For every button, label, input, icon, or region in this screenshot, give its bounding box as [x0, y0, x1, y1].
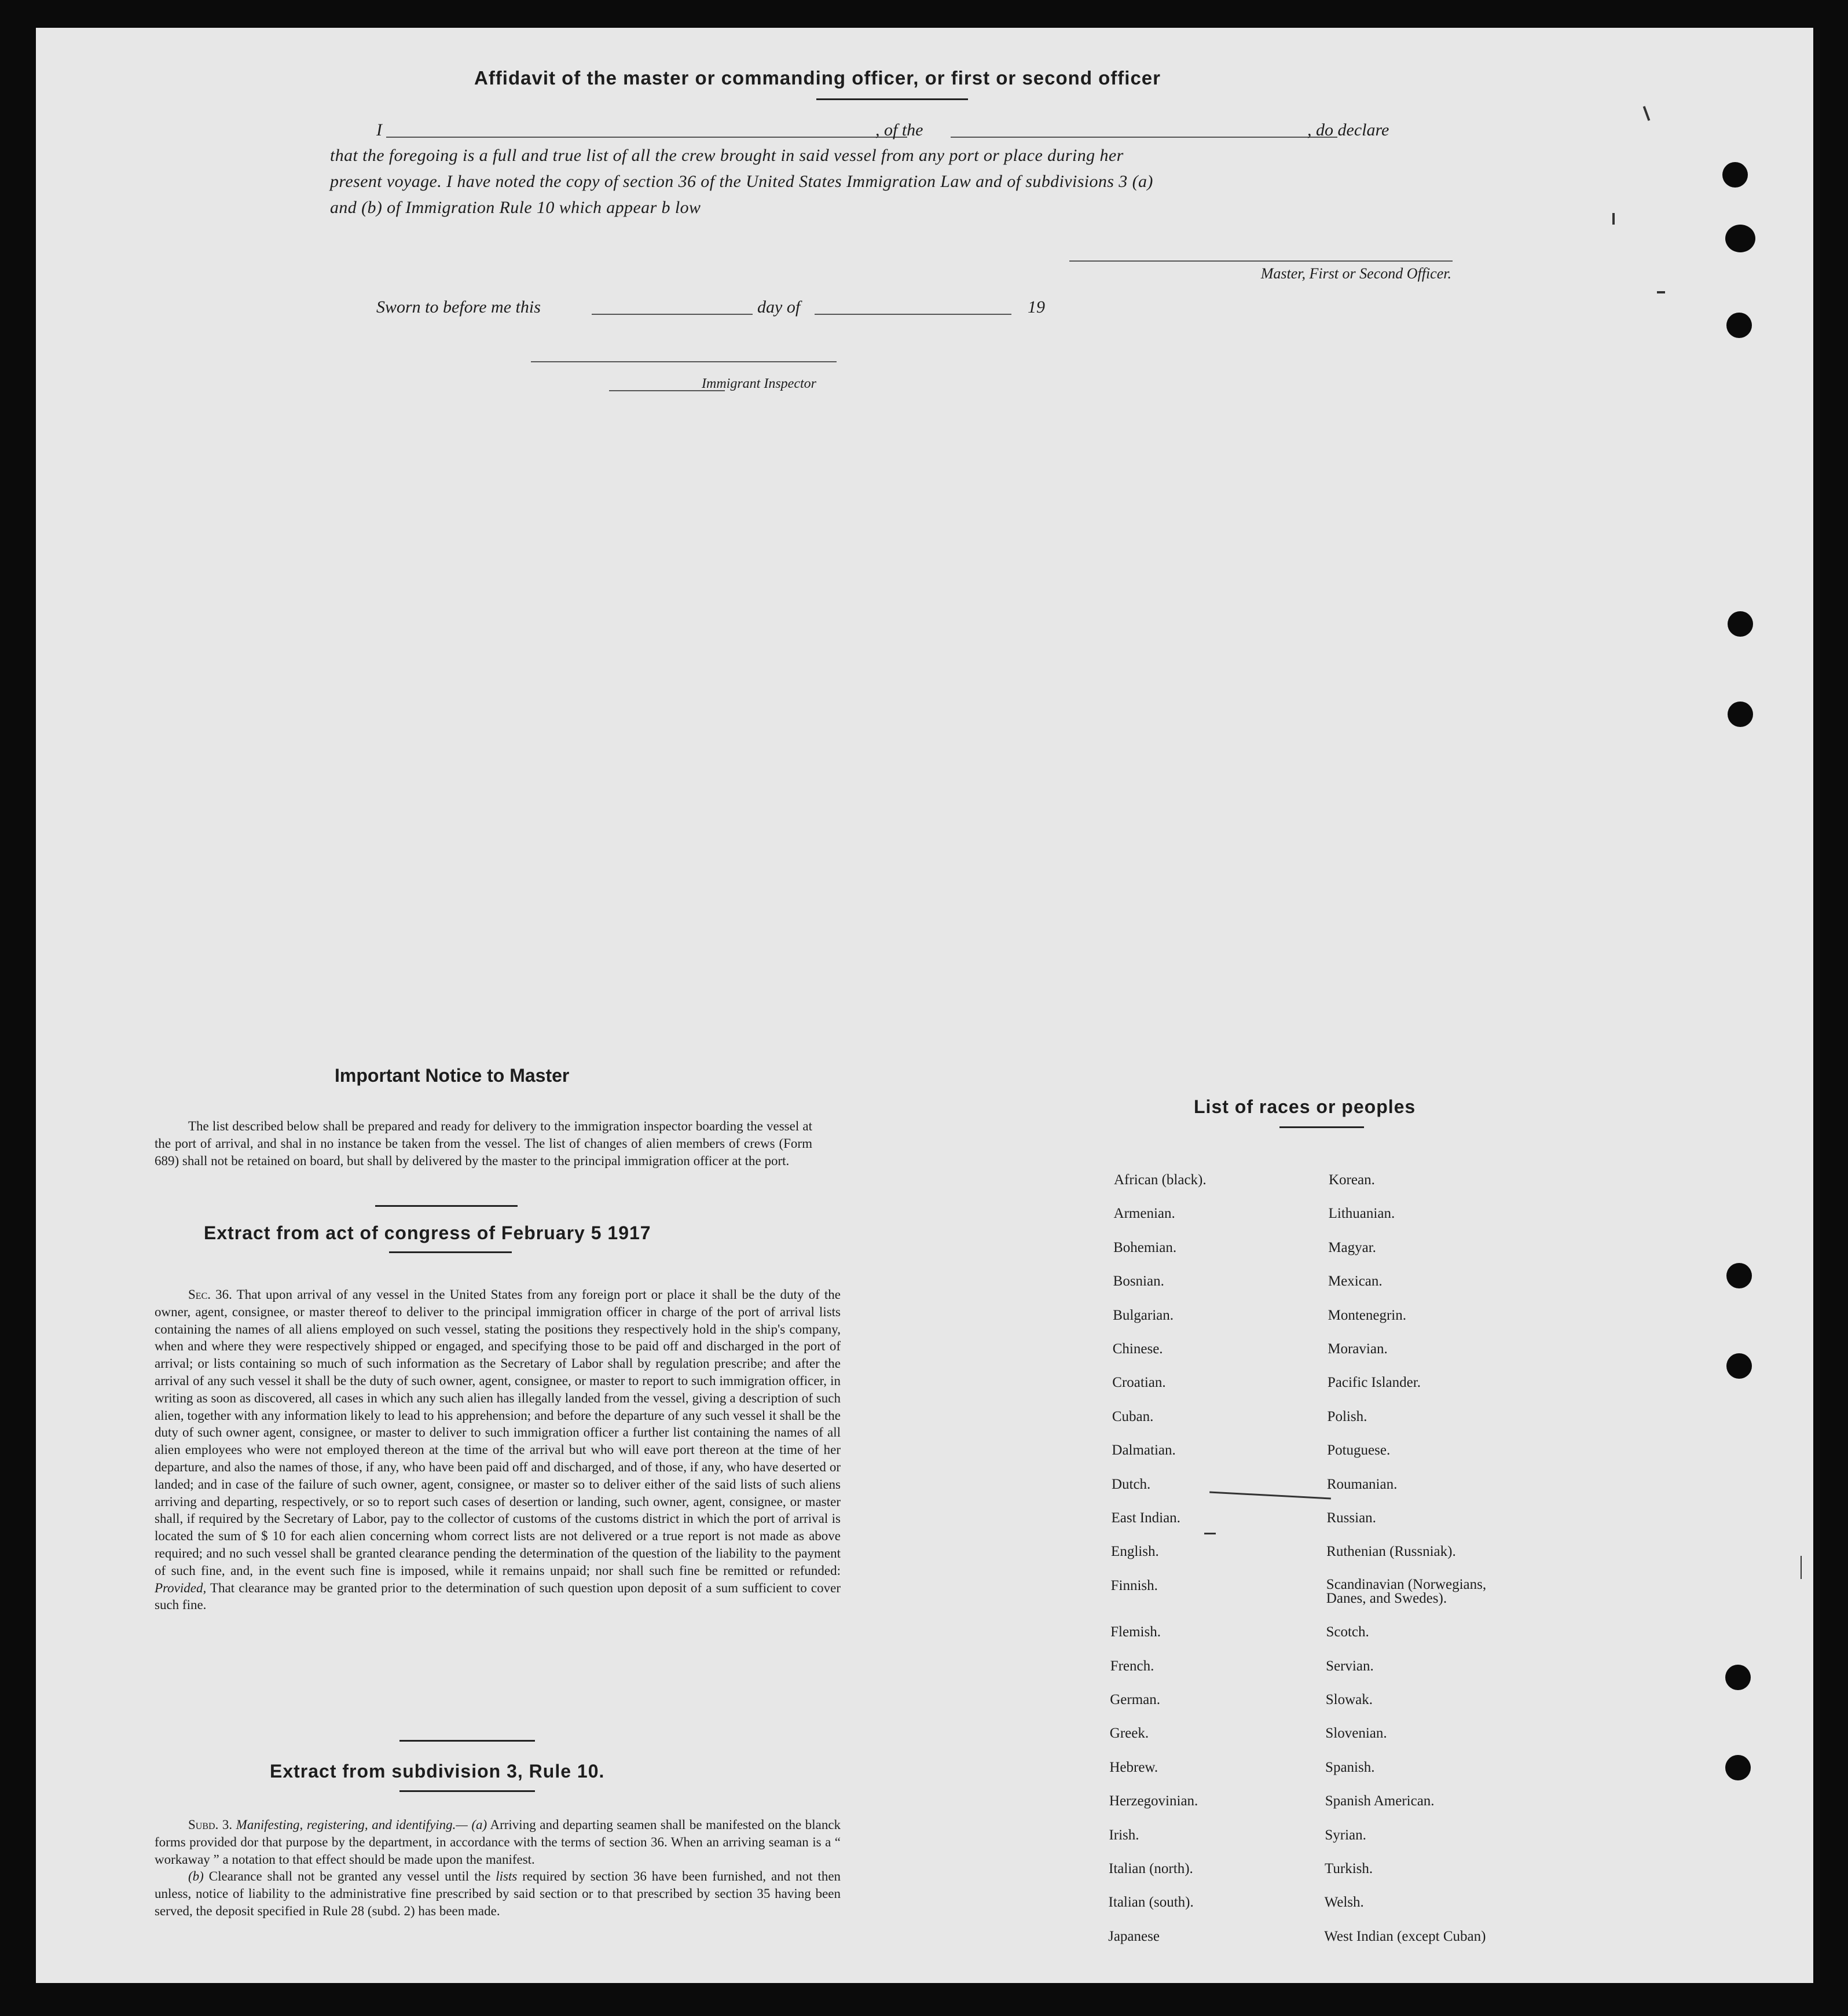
extract-act-underline [389, 1251, 512, 1253]
punch-hole [1728, 702, 1753, 727]
affidavit-of-the: , of the [875, 120, 923, 139]
race-item: Hebrew. [1109, 1759, 1158, 1775]
pen-stroke [1209, 1492, 1331, 1500]
pen-stroke [1204, 1533, 1216, 1534]
race-item: French. [1110, 1658, 1154, 1674]
extract-act-title: Extract from act of congress of February 5 1917 [204, 1222, 651, 1243]
extract-rule-title: Extract from subdivision 3, Rule 10. [270, 1761, 605, 1782]
race-item: Moravian. [1328, 1341, 1388, 1357]
race-item: Cuban. [1112, 1408, 1154, 1424]
affidavit-line2: that the foregoing is a full and true list of all the crew brought in said vessel from any port or place during her [330, 146, 1124, 165]
race-item: Greek. [1109, 1725, 1149, 1742]
race-item: Welsh. [1324, 1894, 1364, 1911]
document-page [36, 28, 1813, 1983]
extract-rule-body [155, 1816, 841, 1920]
extract-act-divider [399, 1740, 535, 1742]
race-item: Bosnian. [1113, 1273, 1164, 1290]
punch-hole [1726, 1353, 1752, 1379]
stray-mark [1643, 106, 1651, 121]
subd-label: Subd. 3. [188, 1817, 233, 1832]
race-item: Dutch. [1111, 1476, 1151, 1492]
race-item: Mexican. [1328, 1273, 1383, 1290]
race-item: Montenegrin. [1328, 1307, 1406, 1323]
sec-label: Sec. 36. [188, 1287, 232, 1302]
para-b-text-2: required by section 36 have been furnished, and not then unless, notice of liability to the administrative fine prescribed by said section or to that prescribed by section 35 having been served, the deposit specified in Rule 28 (subd. 2) has been made. [155, 1869, 841, 1918]
sworn-year: 19 [1028, 298, 1045, 317]
race-item: Magyar. [1328, 1239, 1376, 1255]
race-item: Lithuanian. [1328, 1206, 1395, 1222]
sec-body: That upon arrival of any vessel in the United States from any foreign port or place it shall be the duty of the owner, agent, consignee, or master thereof to deliver to the principal immigration officer in charge of the port of arrival lists containing the names of all aliens employed on such vessel, stating the positions they respectively hold in the ship's company, when and where they were respectively shipped or engaged, and specifying those to be paid off and discharged in the port of arrival; or lists containing so much of such information as the Secretary of Labor shall by regulation prescribe; and after the arrival of any such vessel it shall be the duty of such owner, agent, consignee, or master to report to such immigration officer, in writing as soon as discovered, all cases in which any such alien has illegally landed from the vessel, giving a description of such alien, together with any information likely to lead to his apprehension; and before the departure of any such vessel it shall be the duty of such owner agent, consignee, or master to deliver to such immigration officer a further list containing the names of all alien employees who were not employed thereon at the time of the arrival but who will eave port thereon at the time of her departure, and also the names of those, if any, who have been paid off and discharged, and of those, if any, who have deserted or landed; and in case of the failure of such owner, agent, consignee, or master so to deliver either of the said lists of such aliens arriving and departing, respectively, or so to report such cases of desertion or landing, such owner, agent, consignee, or master shall, if required by the Secretary of Labor, pay to the collector of customs of the customs district in which the port of arrival is located the sum of $ 10 for each alien concerning whom correct lists are not delivered or a true report is not made as above required; and no such vessel shall be granted clearance pending the determination of the question of the liability to the payment of such fine, and, in the event such fine is imposed, while it remains unpaid; nor shall such fine be remitted or refunded: [155, 1287, 841, 1578]
race-item: Chinese. [1112, 1341, 1163, 1357]
day-blank [592, 314, 753, 315]
race-item: Scandinavian (Norwegians, Danes, and Swedes). [1326, 1576, 1487, 1606]
para-b [155, 1868, 841, 1919]
vessel-blank [951, 137, 1337, 138]
race-item: Herzegovinian. [1109, 1793, 1198, 1809]
extract-act-body [155, 1286, 841, 1614]
race-item: Spanish. [1325, 1759, 1375, 1775]
race-item: Pacific Islander. [1327, 1375, 1421, 1391]
punch-hole [1728, 611, 1753, 637]
para-b-text-1: Clearance shall not be granted any vessel until the [208, 1869, 491, 1884]
race-item: Bohemian. [1113, 1239, 1177, 1255]
para-a [155, 1816, 841, 1868]
race-item: Spanish American. [1325, 1793, 1435, 1809]
notice-title: Important Notice to Master [335, 1065, 570, 1086]
notice-body: The list described below shall be prepared and ready for delivery to the immigration inspector boarding the vessel at the port of arrival, and shal in no instance be taken from the vessel. The list of changes of alien members of crews (Form 689) shall not be retained on board, but shall by delivered by the master to the principal immigration officer at the port. [155, 1119, 812, 1168]
race-item: African (black). [1114, 1172, 1207, 1188]
inspector-label: Immigrant Inspector [702, 376, 816, 391]
subd-heading: Manifesting, registering, and identifying.— [236, 1817, 468, 1832]
month-blank [815, 314, 1011, 315]
affidavit-i: I [376, 120, 382, 139]
name-blank [386, 137, 907, 138]
sworn-day-of: day of [757, 298, 801, 317]
punch-hole [1722, 162, 1748, 188]
race-item: Syrian. [1325, 1827, 1366, 1843]
race-item: Roumanian. [1326, 1476, 1398, 1492]
punch-hole [1725, 1665, 1751, 1690]
race-item: Slowak. [1325, 1692, 1373, 1707]
para-a-label: (a) [471, 1817, 487, 1832]
title-underline [816, 98, 968, 100]
race-item: Ruthenian (Russniak). [1326, 1544, 1456, 1560]
race-item: Italian (south). [1108, 1894, 1194, 1911]
race-item: Scotch. [1326, 1624, 1369, 1640]
stray-mark [1657, 291, 1665, 293]
race-item: Bulgarian. [1113, 1307, 1174, 1323]
races-title: List of races or peoples [1194, 1096, 1416, 1117]
para-b-label: (b) [188, 1869, 204, 1884]
para-b-lists: lists [496, 1869, 518, 1884]
race-item: West Indian (except Cuban) [1324, 1928, 1486, 1944]
race-item: Servian. [1326, 1658, 1374, 1674]
race-item: Armenian. [1113, 1206, 1175, 1222]
race-item: Russian. [1326, 1510, 1376, 1526]
inspector-signature-line [531, 361, 837, 362]
affidavit-line4: and (b) of Immigration Rule 10 which appear b low [330, 198, 701, 217]
race-item: Croatian. [1112, 1375, 1166, 1391]
stray-mark [1612, 213, 1615, 225]
race-item: Flemish. [1110, 1624, 1161, 1640]
race-item: Japanese [1108, 1928, 1160, 1944]
race-item: Potuguese. [1327, 1442, 1391, 1459]
race-item: Polish. [1327, 1408, 1367, 1424]
race-item: East Indian. [1111, 1510, 1180, 1526]
stray-mark [1801, 1556, 1802, 1579]
notice-divider [375, 1205, 518, 1207]
race-item: English. [1111, 1544, 1159, 1560]
provided-word: Provided, [155, 1580, 207, 1595]
race-item: Turkish. [1325, 1861, 1373, 1877]
race-item: Slovenian. [1325, 1725, 1387, 1742]
punch-hole [1725, 1755, 1751, 1780]
affidavit-declare: , do declare [1307, 120, 1389, 139]
race-item: Dalmatian. [1112, 1442, 1176, 1459]
sworn-line [36, 298, 1813, 321]
affidavit-line3: present voyage. I have noted the copy of section 36 of the United States Immigration Law and of subdivisions 3 (a) [330, 172, 1153, 191]
affidavit-line1 [36, 120, 1813, 144]
signature-line [1069, 260, 1453, 262]
race-item: Irish. [1109, 1827, 1139, 1843]
race-item: German. [1110, 1692, 1161, 1707]
sec-body-end: That clearance may be granted prior to the determination of such question upon deposit of a sum sufficient to cover such fine. [155, 1580, 841, 1613]
race-item: Korean. [1329, 1172, 1375, 1188]
extract-rule-underline [399, 1790, 535, 1792]
races-underline [1279, 1126, 1364, 1128]
signature-label: Master, First or Second Officer. [1260, 265, 1451, 282]
race-item: Finnish. [1110, 1577, 1158, 1593]
para-a-text: Arriving and departing seamen shall be manifested on the blanck forms provided dor that purpose by the department, in accordance with the terms of section 36. When an arriving seaman is a “ workaway ” a notation to that effect should be made upon the manifest. [155, 1817, 841, 1867]
affidavit-title: Affidavit of the master or commanding officer, or first or second officer [474, 67, 1161, 89]
punch-hole [1726, 1263, 1752, 1288]
race-item: Italian (north). [1109, 1861, 1193, 1877]
punch-hole [1725, 225, 1755, 252]
sworn-prefix: Sworn to before me this [376, 298, 541, 317]
